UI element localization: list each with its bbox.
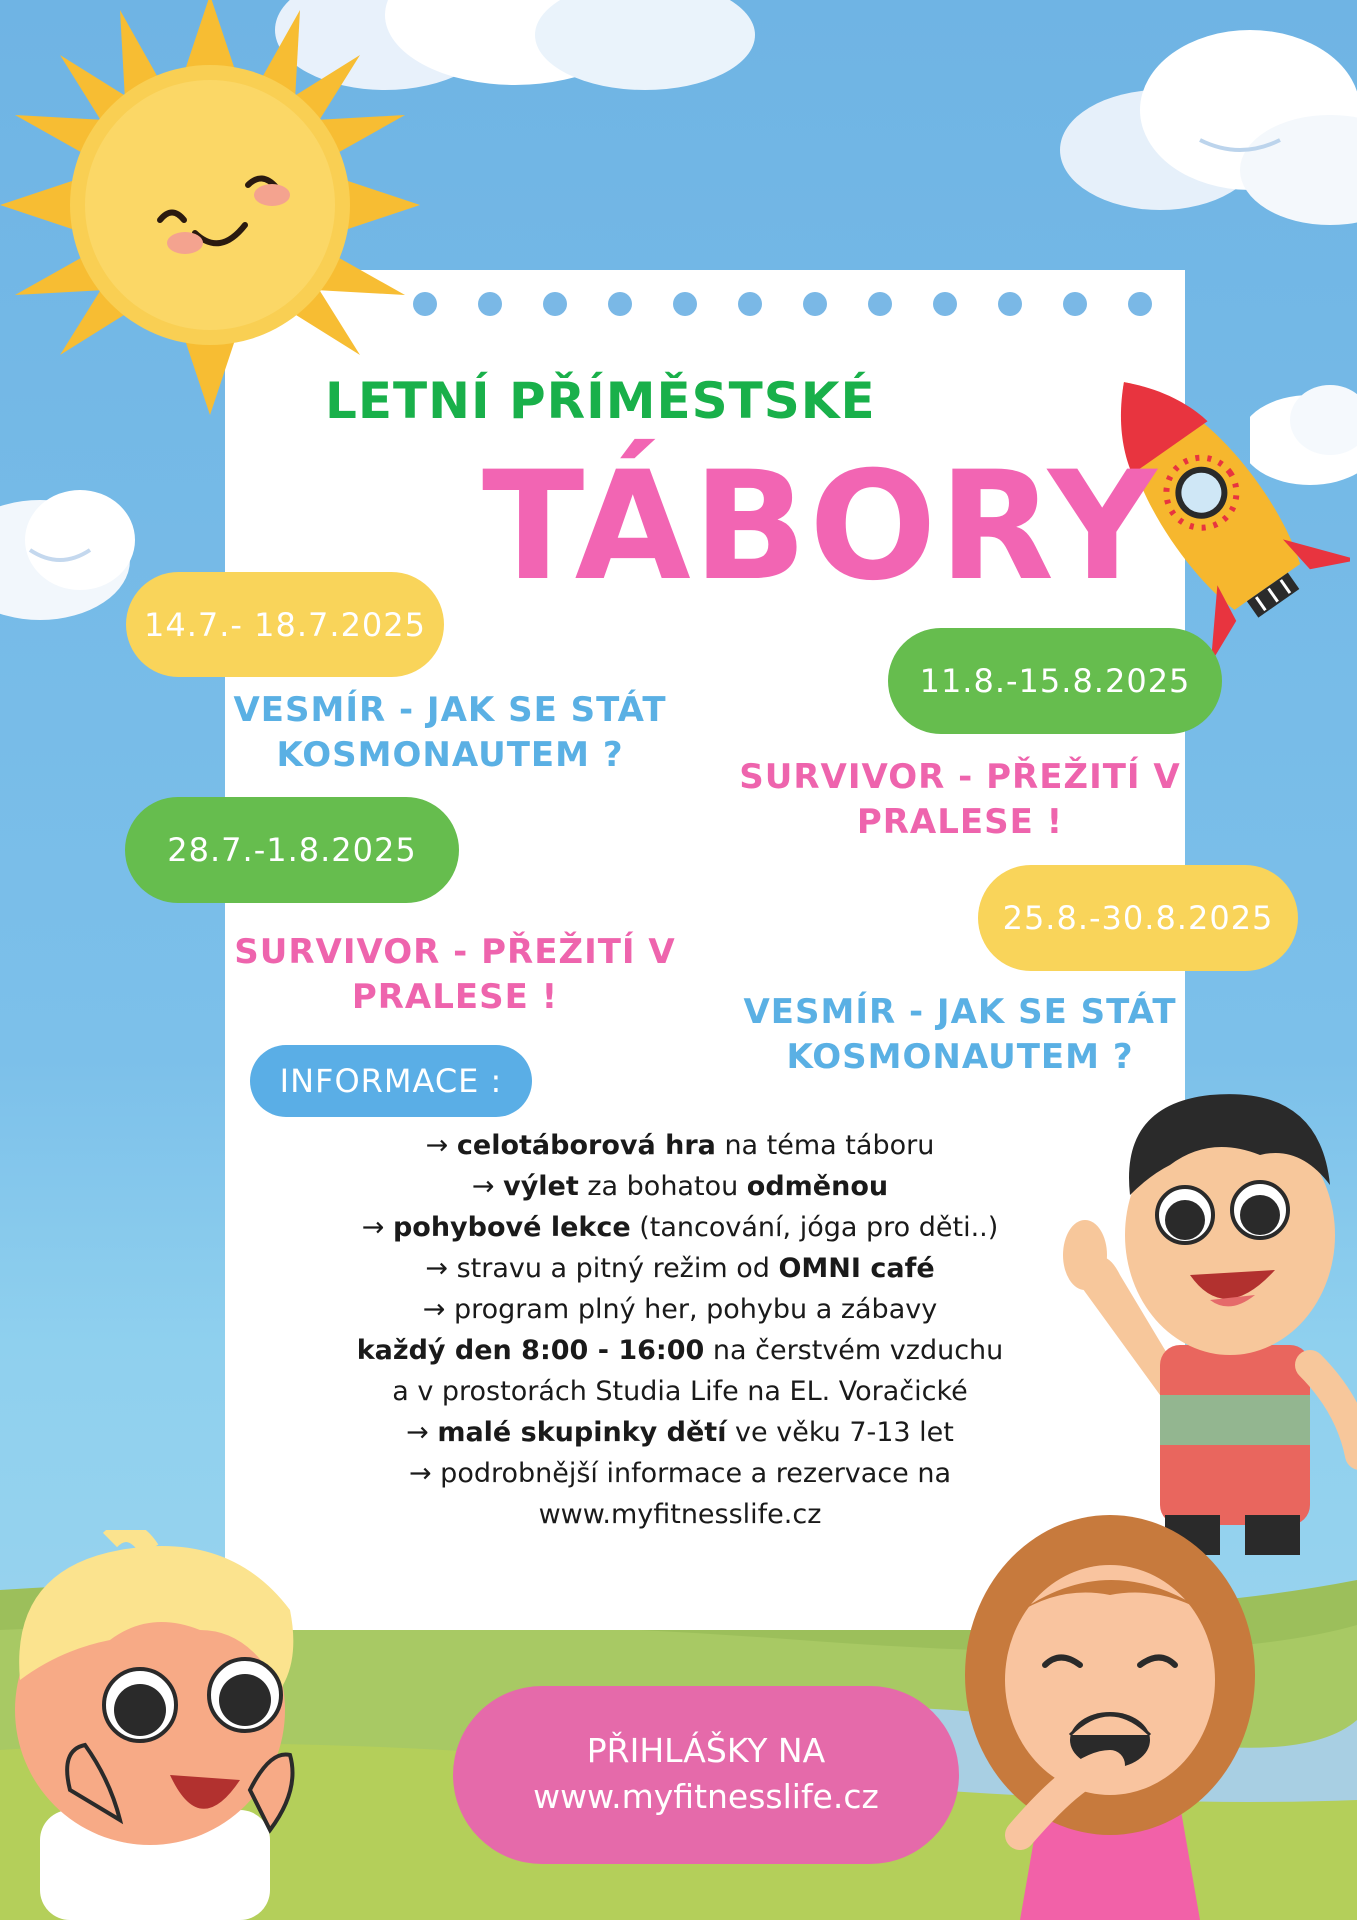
camp-theme-line: SURVIVOR - PŘEŽITÍ V (234, 932, 676, 972)
title-small: LETNÍ PŘÍMĚSTSKÉ (325, 372, 876, 430)
camp-theme (225, 688, 675, 778)
info-line (330, 1248, 1030, 1289)
info-line (330, 1371, 1030, 1412)
info-text: na téma táboru (715, 1130, 935, 1161)
camp-theme-line: PRALESE ! (856, 802, 1064, 842)
camp-theme-line: SURVIVOR - PŘEŽITÍ V (739, 757, 1181, 797)
signup-banner[interactable] (453, 1686, 959, 1864)
camp-theme-line: KOSMONAUTEM ? (276, 735, 624, 775)
camp-theme-line: VESMÍR - JAK SE STÁT (743, 992, 1177, 1032)
camp-theme (230, 930, 680, 1020)
camp-theme (735, 990, 1185, 1080)
camp-theme-line: KOSMONAUTEM ? (786, 1037, 1134, 1077)
signup-line1: PŘIHLÁŠKY NA (586, 1731, 826, 1770)
info-text-bold: pohybové lekce (392, 1212, 631, 1243)
info-line (330, 1207, 1030, 1248)
info-line (330, 1289, 1030, 1330)
sun-icon (0, 0, 420, 415)
girl-laughing-icon (960, 1505, 1260, 1920)
info-line (330, 1125, 1030, 1166)
info-text: www.myfitnesslife.cz (538, 1499, 822, 1530)
camp-dates-badge: 11.8.-15.8.2025 (888, 628, 1222, 734)
info-list (330, 1125, 1030, 1535)
info-text: → podrobnější informace a rezervace na (408, 1458, 952, 1489)
info-text: za bohatou (578, 1171, 747, 1202)
camp-theme-line: PRALESE ! (351, 977, 559, 1017)
info-text-bold: odměnou (746, 1171, 889, 1202)
info-text: → program plný her, pohybu a zábavy (422, 1294, 938, 1325)
title-big: TÁBORY (482, 440, 1159, 614)
signup-line2: www.myfitnesslife.cz (533, 1777, 879, 1816)
camp-theme-line: VESMÍR - JAK SE STÁT (233, 690, 667, 730)
boy-waving-icon (1060, 1075, 1357, 1555)
info-label: INFORMACE : (250, 1045, 532, 1117)
blond-child-icon (0, 1530, 320, 1920)
info-text: a v prostorách Studia Life na EL. Voračické (392, 1376, 968, 1407)
camp-theme (735, 755, 1185, 845)
info-text: → (471, 1171, 504, 1202)
info-text: (tancování, jóga pro děti..) (630, 1212, 999, 1243)
info-text: ve věku 7-13 let (726, 1417, 954, 1448)
camp-dates-badge: 25.8.-30.8.2025 (978, 865, 1298, 971)
info-line (330, 1494, 1030, 1535)
info-text: → (406, 1417, 438, 1448)
info-text-bold: výlet (503, 1171, 579, 1202)
info-line (330, 1453, 1030, 1494)
info-text: na čerstvém vzduchu (704, 1335, 1004, 1366)
cloud-icon (1050, 0, 1357, 250)
info-text: → (425, 1130, 457, 1161)
info-line (330, 1166, 1030, 1207)
info-text: → (361, 1212, 393, 1243)
info-text: → stravu a pitný režim od (425, 1253, 779, 1284)
info-text-bold: celotáborová hra (456, 1130, 716, 1161)
info-line (330, 1412, 1030, 1453)
info-line (330, 1330, 1030, 1371)
camp-dates-badge: 14.7.- 18.7.2025 (126, 572, 444, 677)
camp-dates-badge: 28.7.-1.8.2025 (125, 797, 459, 903)
info-text-bold: každý den 8:00 - 16:00 (356, 1335, 705, 1366)
cloud-icon (0, 470, 140, 640)
info-text-bold: malé skupinky dětí (437, 1417, 727, 1448)
info-text-bold: OMNI café (778, 1253, 935, 1284)
